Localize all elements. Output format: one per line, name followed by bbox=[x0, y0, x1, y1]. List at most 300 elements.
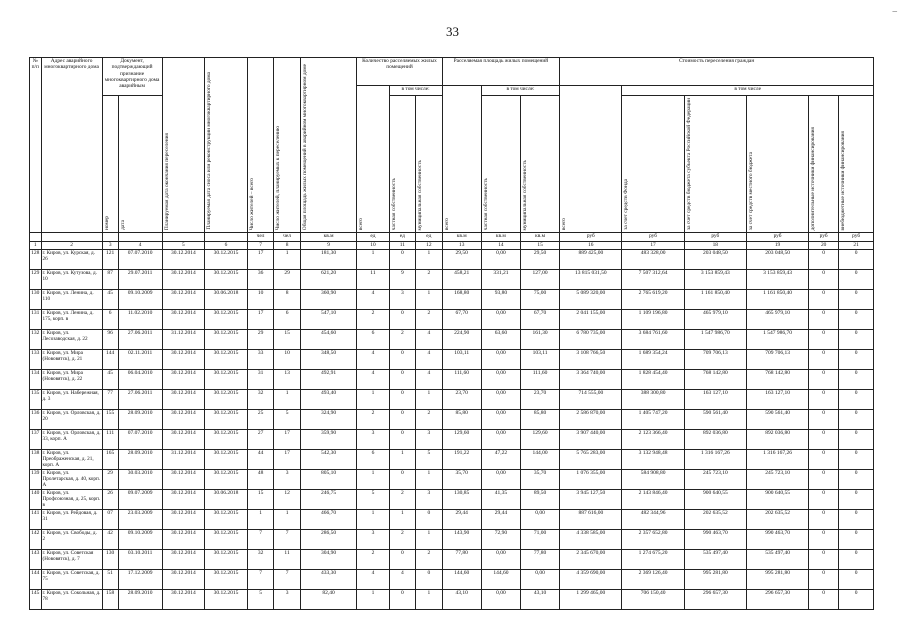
hdr-count-private: частная собственность bbox=[389, 96, 416, 233]
cell-resp: 7 bbox=[274, 530, 301, 550]
cell-cp: 3 bbox=[389, 290, 416, 310]
table-row bbox=[30, 270, 874, 290]
cell-cost: 6 780 735,00 bbox=[560, 330, 622, 350]
cell-n: 128 bbox=[30, 250, 42, 270]
cell-n: 144 bbox=[30, 570, 42, 590]
cell-am: 127,00 bbox=[520, 270, 559, 290]
cell-cnt: 2 bbox=[357, 310, 389, 330]
cell-ap: 0,00 bbox=[481, 350, 520, 370]
cell-reloc: 30.12.2014 bbox=[162, 370, 205, 390]
cell-res: 29 bbox=[247, 330, 274, 350]
cell-cp: 0 bbox=[389, 350, 416, 370]
cell-res: 17 bbox=[247, 310, 274, 330]
cell-date: 09.07.2009 bbox=[118, 490, 162, 510]
cell-reg: 202 635,52 bbox=[684, 510, 746, 530]
cell-ap: 0,00 bbox=[481, 390, 520, 410]
cell-date: 28.09.2010 bbox=[118, 450, 162, 470]
hdr-area-group: Расселяемая площадь жилых помещений bbox=[442, 58, 560, 86]
cell-fund: 1 109 196,80 bbox=[622, 310, 684, 330]
cell-cost: 4 359 690,00 bbox=[560, 570, 622, 590]
cell-cm: 0 bbox=[416, 510, 443, 530]
hdr-cost-extra: дополнительные источники финансирования bbox=[809, 96, 839, 233]
cell-resp: 17 bbox=[274, 430, 301, 450]
column-number-cell: 17 bbox=[622, 242, 684, 250]
table-row bbox=[30, 590, 874, 610]
column-number-cell: 9 bbox=[300, 242, 356, 250]
cell-demol: 30.06.2018 bbox=[205, 290, 248, 310]
cell-fund: 2 357 652,80 bbox=[622, 530, 684, 550]
cell-loc: 535 497,40 bbox=[746, 550, 808, 570]
cell-am: 77,80 bbox=[520, 550, 559, 570]
cell-reloc: 30.12.2014 bbox=[162, 290, 205, 310]
cell-n: 136 bbox=[30, 410, 42, 430]
cell-reloc: 31.12.2014 bbox=[162, 450, 205, 470]
cell-ex: 0 bbox=[809, 270, 839, 290]
cell-cnt: 1 bbox=[357, 470, 389, 490]
cell-cost: 887 616,00 bbox=[560, 510, 622, 530]
cell-ap: 0,00 bbox=[481, 430, 520, 450]
cell-cm: 2 bbox=[416, 410, 443, 430]
cell-date: 03.10.2011 bbox=[118, 550, 162, 570]
table-row bbox=[30, 310, 874, 330]
cell-reloc: 30.12.2014 bbox=[162, 570, 205, 590]
cell-reloc: 30.12.2014 bbox=[162, 590, 205, 610]
cell-cp: 0 bbox=[389, 430, 416, 450]
cell-ex: 0 bbox=[809, 570, 839, 590]
hdr-cost-fund: за счет средств Фонда bbox=[622, 96, 684, 233]
cell-out: 0 bbox=[839, 410, 874, 430]
cell-date: 09.10.2009 bbox=[118, 530, 162, 550]
cell-cnt: 2 bbox=[357, 550, 389, 570]
cell-cm: 1 bbox=[416, 390, 443, 410]
cell-am: 23,70 bbox=[520, 390, 559, 410]
hdr-cost-incl: в том числе bbox=[622, 86, 874, 96]
cell-n: 140 bbox=[30, 490, 42, 510]
cell-fund: 3 132 948,48 bbox=[622, 450, 684, 470]
cell-cp: 9 bbox=[389, 270, 416, 290]
hdr-doc-number: номер bbox=[102, 96, 118, 233]
cell-addr: г. Киров, ул. Мира (Нововятск), д. 21 bbox=[41, 350, 102, 370]
cell-reg: 1 316 167,26 bbox=[684, 450, 746, 470]
cell-reg: 203 048,50 bbox=[684, 250, 746, 270]
cell-demol: 30.12.2015 bbox=[205, 590, 248, 610]
table-row bbox=[30, 570, 874, 590]
unit-cell: ед bbox=[416, 233, 443, 242]
cell-cost: 4 338 585,00 bbox=[560, 530, 622, 550]
cell-cm: 2 bbox=[416, 550, 443, 570]
cell-cnt: 4 bbox=[357, 290, 389, 310]
cell-am: 89,50 bbox=[520, 490, 559, 510]
cell-loc: 990 463,70 bbox=[746, 530, 808, 550]
unit-cell: кв.м bbox=[520, 233, 559, 242]
table-row bbox=[30, 430, 874, 450]
table-row bbox=[30, 530, 874, 550]
hdr-total-area: Общая площадь жилых помещений в аварийном многоквартирном доме bbox=[300, 58, 356, 233]
cell-resp: 1 bbox=[274, 390, 301, 410]
column-number-cell: 3 bbox=[102, 242, 118, 250]
cell-n: 142 bbox=[30, 530, 42, 550]
cell-area: 348,50 bbox=[300, 350, 356, 370]
cell-ex: 0 bbox=[809, 470, 839, 490]
cell-resp: 12 bbox=[274, 490, 301, 510]
cell-a: 85,80 bbox=[442, 410, 481, 430]
unit-cell: кв.м bbox=[300, 233, 356, 242]
cell-reloc: 30.12.2014 bbox=[162, 530, 205, 550]
cell-cnt: 5 bbox=[357, 490, 389, 510]
cell-ex: 0 bbox=[809, 370, 839, 390]
cell-a: 43,10 bbox=[442, 590, 481, 610]
cell-a: 29,44 bbox=[442, 510, 481, 530]
cell-area: 454,60 bbox=[300, 330, 356, 350]
cell-addr: г. Киров, ул. Сокольная, д. 78 bbox=[41, 590, 102, 610]
cell-res: 1 bbox=[247, 510, 274, 530]
table-row bbox=[30, 350, 874, 370]
cell-loc: 163 127,10 bbox=[746, 390, 808, 410]
cell-fund: 584 908,80 bbox=[622, 470, 684, 490]
cell-reg: 3 153 859,43 bbox=[684, 270, 746, 290]
cell-addr: г. Киров, ул. Лесозаводская, д. 22 bbox=[41, 330, 102, 350]
cell-fund: 2 143 846,40 bbox=[622, 490, 684, 510]
hdr-residents-planned: Число жителей, планируемых к переселению bbox=[274, 58, 301, 233]
cell-res: 33 bbox=[247, 350, 274, 370]
unit-cell: руб bbox=[560, 233, 622, 242]
table-row bbox=[30, 410, 874, 430]
cell-a: 143,90 bbox=[442, 530, 481, 550]
unit-cell: руб bbox=[809, 233, 839, 242]
cell-out: 0 bbox=[839, 290, 874, 310]
column-number-cell: 19 bbox=[746, 242, 808, 250]
cell-ex: 0 bbox=[809, 310, 839, 330]
cell-loc: 768 142,80 bbox=[746, 370, 808, 390]
cell-addr: г. Киров, ул. Преображенская, д. 21, корп. А bbox=[41, 450, 102, 470]
cell-reg: 465 979,10 bbox=[684, 310, 746, 330]
cell-num: 07 bbox=[102, 510, 118, 530]
cell-out: 0 bbox=[839, 390, 874, 410]
cell-addr: г. Киров, ул. Мира (Нововятск), д. 22 bbox=[41, 370, 102, 390]
cell-reg: 1 547 986,70 bbox=[684, 330, 746, 350]
cell-out: 0 bbox=[839, 510, 874, 530]
cell-resp: 13 bbox=[274, 370, 301, 390]
cell-demol: 30.12.2015 bbox=[205, 370, 248, 390]
cell-ap: 0,00 bbox=[481, 410, 520, 430]
cell-num: 144 bbox=[102, 350, 118, 370]
cell-out: 0 bbox=[839, 430, 874, 450]
cell-am: 0,00 bbox=[520, 510, 559, 530]
cell-loc: 1 161 850,40 bbox=[746, 290, 808, 310]
column-number-cell: 1 bbox=[30, 242, 42, 250]
cell-cnt: 4 bbox=[357, 370, 389, 390]
column-number-cell: 21 bbox=[839, 242, 874, 250]
cell-loc: 995 281,80 bbox=[746, 570, 808, 590]
cell-area: 304,90 bbox=[300, 550, 356, 570]
cell-a: 35,70 bbox=[442, 470, 481, 490]
cell-area: 181,30 bbox=[300, 250, 356, 270]
cell-reloc: 30.12.2014 bbox=[162, 490, 205, 510]
cell-addr: г. Киров, ул. Ленина, д. 110 bbox=[41, 290, 102, 310]
cell-resp: 29 bbox=[274, 270, 301, 290]
cell-am: 111,60 bbox=[520, 370, 559, 390]
cell-num: 29 bbox=[102, 470, 118, 490]
cell-a: 77,80 bbox=[442, 550, 481, 570]
cell-res: 25 bbox=[247, 410, 274, 430]
cell-cm: 2 bbox=[416, 310, 443, 330]
cell-addr: г. Киров, ул. Ленина, д. 175, корп. в bbox=[41, 310, 102, 330]
cell-out: 0 bbox=[839, 550, 874, 570]
cell-ex: 0 bbox=[809, 490, 839, 510]
cell-cp: 2 bbox=[389, 530, 416, 550]
cell-date: 30.03.2010 bbox=[118, 470, 162, 490]
cell-demol: 30.12.2015 bbox=[205, 310, 248, 330]
page-number: 33 bbox=[446, 24, 459, 39]
hdr-cost-outside: внебюджетные источники финансирования bbox=[839, 96, 874, 233]
cell-a: 458,21 bbox=[442, 270, 481, 290]
cell-cost: 5 765 283,00 bbox=[560, 450, 622, 470]
table-row bbox=[30, 450, 874, 470]
cell-demol: 30.12.2015 bbox=[205, 450, 248, 470]
cell-cp: 0 bbox=[389, 310, 416, 330]
cell-num: 26 bbox=[102, 490, 118, 510]
cell-am: 71,00 bbox=[520, 530, 559, 550]
unit-cell bbox=[205, 233, 248, 242]
cell-ap: 144,60 bbox=[481, 570, 520, 590]
cell-resp: 17 bbox=[274, 450, 301, 470]
cell-ap: 0,00 bbox=[481, 370, 520, 390]
table-row bbox=[30, 510, 874, 530]
column-numbers-row bbox=[30, 242, 874, 250]
cell-addr: г. Киров, ул. Советская, д. 75 bbox=[41, 570, 102, 590]
cell-cnt: 1 bbox=[357, 510, 389, 530]
cell-cnt: 6 bbox=[357, 330, 389, 350]
column-number-cell: 12 bbox=[416, 242, 443, 250]
cell-reg: 163 127,10 bbox=[684, 390, 746, 410]
cell-cm: 4 bbox=[416, 330, 443, 350]
cell-res: 32 bbox=[247, 550, 274, 570]
cell-addr: г. Киров, ул. Свободы, д. 2 bbox=[41, 530, 102, 550]
column-number-cell: 8 bbox=[274, 242, 301, 250]
unit-cell: руб bbox=[746, 233, 808, 242]
cell-reg: 900 640,55 bbox=[684, 490, 746, 510]
cell-a: 29,50 bbox=[442, 250, 481, 270]
cell-res: 15 bbox=[247, 490, 274, 510]
unit-cell: руб bbox=[684, 233, 746, 242]
cell-am: 85,80 bbox=[520, 410, 559, 430]
hdr-no: № п/п bbox=[30, 58, 42, 233]
cell-reg: 990 463,70 bbox=[684, 530, 746, 550]
cell-cnt: 4 bbox=[357, 570, 389, 590]
cell-n: 130 bbox=[30, 290, 42, 310]
cell-out: 0 bbox=[839, 310, 874, 330]
cell-num: 158 bbox=[102, 590, 118, 610]
cell-cp: 0 bbox=[389, 410, 416, 430]
hdr-count-municipal: муниципальная собственность bbox=[416, 96, 443, 233]
cell-num: 96 bbox=[102, 330, 118, 350]
hdr-area-private: частная собственность bbox=[481, 96, 520, 233]
cell-loc: 465 979,10 bbox=[746, 310, 808, 330]
cell-demol: 30.12.2015 bbox=[205, 430, 248, 450]
hdr-cost-group: Стоимость переселения граждан bbox=[560, 58, 874, 86]
column-number-cell: 4 bbox=[118, 242, 162, 250]
cell-ex: 0 bbox=[809, 350, 839, 370]
hdr-doc: Документ, подтверждающий признание многоквартирного дома аварийным bbox=[102, 58, 162, 96]
hdr-count-total: всего bbox=[357, 86, 389, 233]
cell-loc: 203 048,50 bbox=[746, 250, 808, 270]
cell-resp: 8 bbox=[274, 290, 301, 310]
column-number-cell: 7 bbox=[247, 242, 274, 250]
cell-reloc: 30.12.2014 bbox=[162, 310, 205, 330]
cell-ap: 47,22 bbox=[481, 450, 520, 470]
cell-n: 135 bbox=[30, 390, 42, 410]
cell-addr: г. Киров, ул. Орловская, д. 20 bbox=[41, 410, 102, 430]
cell-reg: 535 497,40 bbox=[684, 550, 746, 570]
table-body bbox=[30, 250, 874, 610]
cell-out: 0 bbox=[839, 470, 874, 490]
cell-out: 0 bbox=[839, 350, 874, 370]
cell-am: 35,70 bbox=[520, 470, 559, 490]
cell-addr: г. Киров, ул. Советская (Нововятск), д. 7 bbox=[41, 550, 102, 570]
cell-date: 07.07.2010 bbox=[118, 430, 162, 450]
cell-loc: 245 723,10 bbox=[746, 470, 808, 490]
cell-addr: г. Киров, ул. Курская, д. 26 bbox=[41, 250, 102, 270]
cell-n: 143 bbox=[30, 550, 42, 570]
cell-cnt: 4 bbox=[357, 350, 389, 370]
cell-ap: 29,44 bbox=[481, 510, 520, 530]
cell-fund: 388 300,80 bbox=[622, 390, 684, 410]
cell-out: 0 bbox=[839, 370, 874, 390]
cell-cp: 0 bbox=[389, 250, 416, 270]
hdr-area-total: всего bbox=[442, 86, 481, 233]
column-number-cell: 14 bbox=[481, 242, 520, 250]
unit-cell bbox=[162, 233, 205, 242]
cell-cm: 1 bbox=[416, 590, 443, 610]
cell-num: 87 bbox=[102, 270, 118, 290]
cell-n: 131 bbox=[30, 310, 42, 330]
column-number-cell: 13 bbox=[442, 242, 481, 250]
cell-ex: 0 bbox=[809, 430, 839, 450]
cell-n: 138 bbox=[30, 450, 42, 470]
cell-am: 144,00 bbox=[520, 450, 559, 470]
cell-resp: 10 bbox=[274, 350, 301, 370]
cell-date: 07.07.2010 bbox=[118, 250, 162, 270]
cell-cm: 4 bbox=[416, 370, 443, 390]
cell-cnt: 1 bbox=[357, 590, 389, 610]
cell-a: 191,22 bbox=[442, 450, 481, 470]
cell-loc: 900 640,55 bbox=[746, 490, 808, 510]
cell-reg: 709 706,13 bbox=[684, 350, 746, 370]
cell-cost: 1 299 465,00 bbox=[560, 590, 622, 610]
cell-demol: 30.12.2015 bbox=[205, 570, 248, 590]
table-row bbox=[30, 290, 874, 310]
cell-num: 165 bbox=[102, 450, 118, 470]
cell-a: 23,70 bbox=[442, 390, 481, 410]
cell-reloc: 30.12.2014 bbox=[162, 470, 205, 490]
cell-cm: 5 bbox=[416, 450, 443, 470]
cell-ap: 331,21 bbox=[481, 270, 520, 290]
cell-cost: 889 425,00 bbox=[560, 250, 622, 270]
hdr-area-municipal: муниципальная собственность bbox=[520, 96, 559, 233]
relocation-table bbox=[29, 57, 874, 610]
unit-cell bbox=[102, 233, 118, 242]
cell-n: 139 bbox=[30, 470, 42, 490]
cell-ex: 0 bbox=[809, 590, 839, 610]
cell-ap: 72,90 bbox=[481, 530, 520, 550]
cell-area: 246,75 bbox=[300, 490, 356, 510]
cell-cnt: 11 bbox=[357, 270, 389, 290]
cell-reloc: 31.12.2014 bbox=[162, 330, 205, 350]
cell-area: 82,40 bbox=[300, 590, 356, 610]
cell-reg: 892 036,80 bbox=[684, 430, 746, 450]
cell-n: 141 bbox=[30, 510, 42, 530]
cell-cm: 1 bbox=[416, 290, 443, 310]
cell-cm: 3 bbox=[416, 430, 443, 450]
cell-cnt: 6 bbox=[357, 450, 389, 470]
column-number-cell: 10 bbox=[357, 242, 389, 250]
column-number-cell: 16 bbox=[560, 242, 622, 250]
cell-n: 145 bbox=[30, 590, 42, 610]
cell-num: 111 bbox=[102, 430, 118, 450]
cell-ex: 0 bbox=[809, 510, 839, 530]
cell-loc: 3 153 859,43 bbox=[746, 270, 808, 290]
cell-cnt: 3 bbox=[357, 530, 389, 550]
cell-n: 129 bbox=[30, 270, 42, 290]
cell-cost: 3 364 740,00 bbox=[560, 370, 622, 390]
cell-a: 67,70 bbox=[442, 310, 481, 330]
cell-num: 77 bbox=[102, 390, 118, 410]
cell-cost: 2 041 155,00 bbox=[560, 310, 622, 330]
cell-fund: 1 689 354,24 bbox=[622, 350, 684, 370]
unit-cell: руб bbox=[622, 233, 684, 242]
cell-reg: 590 561,40 bbox=[684, 410, 746, 430]
cell-num: 155 bbox=[102, 410, 118, 430]
cell-area: 286,50 bbox=[300, 530, 356, 550]
cell-ex: 0 bbox=[809, 450, 839, 470]
cell-out: 0 bbox=[839, 450, 874, 470]
cell-demol: 30.12.2015 bbox=[205, 530, 248, 550]
cell-cost: 3 108 766,50 bbox=[560, 350, 622, 370]
cell-res: 48 bbox=[247, 470, 274, 490]
cell-res: 7 bbox=[247, 530, 274, 550]
cell-addr: г. Киров, ул. Кутузова, д. 10 bbox=[41, 270, 102, 290]
unit-cell: кв.м bbox=[442, 233, 481, 242]
cell-area: 547,10 bbox=[300, 310, 356, 330]
column-number-cell: 15 bbox=[520, 242, 559, 250]
cell-reg: 296 657,30 bbox=[684, 590, 746, 610]
cell-am: 161,30 bbox=[520, 330, 559, 350]
cell-ex: 0 bbox=[809, 390, 839, 410]
cell-n: 132 bbox=[30, 330, 42, 350]
cell-area: 359,90 bbox=[300, 430, 356, 450]
table-row bbox=[30, 490, 874, 510]
cell-res: 31 bbox=[247, 370, 274, 390]
cell-ap: 0,00 bbox=[481, 250, 520, 270]
cell-cm: 2 bbox=[416, 270, 443, 290]
cell-out: 0 bbox=[839, 250, 874, 270]
cell-cm: 1 bbox=[416, 250, 443, 270]
cell-ex: 0 bbox=[809, 250, 839, 270]
cell-demol: 30.12.2015 bbox=[205, 470, 248, 490]
cell-cp: 2 bbox=[389, 330, 416, 350]
cell-date: 02.11.2011 bbox=[118, 350, 162, 370]
cell-cm: 1 bbox=[416, 530, 443, 550]
cell-reloc: 30.12.2014 bbox=[162, 550, 205, 570]
unit-cell bbox=[41, 233, 102, 242]
cell-n: 137 bbox=[30, 430, 42, 450]
cell-a: 111,60 bbox=[442, 370, 481, 390]
cell-cp: 0 bbox=[389, 370, 416, 390]
column-number-cell: 6 bbox=[205, 242, 248, 250]
cell-reg: 1 161 850,40 bbox=[684, 290, 746, 310]
cell-am: 67,70 bbox=[520, 310, 559, 330]
cell-area: 433,30 bbox=[300, 570, 356, 590]
